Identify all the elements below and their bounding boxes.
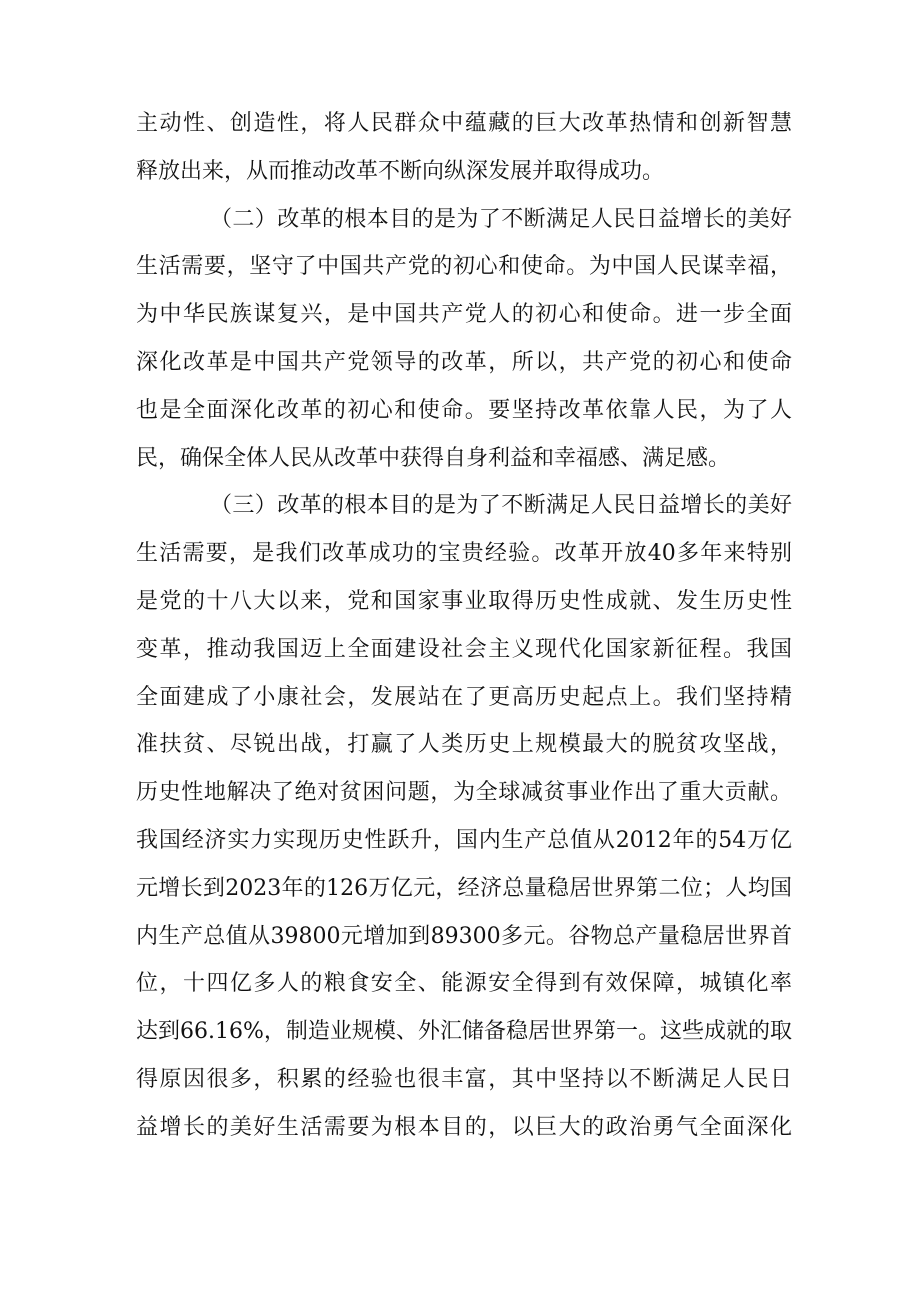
paragraph-line: 深化改革是中国共产党领导的改革，所以，共产党的初心和使命 [136, 349, 792, 375]
paragraph-line: 位，十四亿多人的粮食安全、能源安全得到有效保障，城镇化率 [136, 971, 792, 997]
paragraph-line: 历史性地解决了绝对贫困问题，为全球减贫事业作出了重大贡献。 [136, 780, 792, 806]
paragraph-line: 为中华民族谋复兴，是中国共产党人的初心和使命。进一步全面 [136, 302, 792, 328]
paragraph-line: 是党的十八大以来，党和国家事业取得历史性成就、发生历史性 [136, 588, 792, 614]
paragraph-line: 得原因很多，积累的经验也很丰富，其中坚持以不断满足人民日 [136, 1066, 792, 1092]
paragraph-line: 生活需要，坚守了中国共产党的初心和使命。为中国人民谋幸福， [136, 254, 792, 280]
paragraph-line: 益增长的美好生活需要为根本目的，以巨大的政治勇气全面深化 [136, 1114, 792, 1140]
paragraph-line: 我国经济实力实现历史性跃升，国内生产总值从2012年的54万亿 [136, 827, 792, 853]
paragraph-line: 全面建成了小康社会，发展站在了更高历史起点上。我们坚持精 [136, 684, 792, 710]
paragraph-line: 民，确保全体人民从改革中获得自身利益和幸福感、满足感。 [136, 445, 731, 471]
paragraph-line: 达到66.16%，制造业规模、外汇储备稳居世界第一。这些成就的取 [136, 1019, 792, 1045]
paragraph-line: 生活需要，是我们改革成功的宝贵经验。改革开放40多年来特别 [136, 541, 792, 567]
paragraph-line: 元增长到2023年的126万亿元，经济总量稳居世界第二位；人均国 [136, 875, 792, 901]
paragraph-line: 内生产总值从39800元增加到89300多元。谷物总产量稳居世界首 [136, 923, 792, 949]
paragraph-line: 准扶贫、尽锐出战，打赢了人类历史上规模最大的脱贫攻坚战， [136, 732, 792, 758]
paragraph-line: 变革，推动我国迈上全面建设社会主义现代化国家新征程。我国 [136, 636, 792, 662]
section-two-heading-line: （二）改革的根本目的是为了不断满足人民日益增长的美好 [210, 206, 792, 232]
paragraph-line: 释放出来，从而推动改革不断向纵深发展并取得成功。 [136, 158, 665, 184]
paragraph-line: 也是全面深化改革的初心和使命。要坚持改革依靠人民，为了人 [136, 397, 792, 423]
section-three-heading-line: （三）改革的根本目的是为了不断满足人民日益增长的美好 [210, 493, 792, 519]
body-text [136, 100, 792, 1152]
paragraph-line: 主动性、创造性，将人民群众中蕴藏的巨大改革热情和创新智慧 [136, 111, 792, 136]
